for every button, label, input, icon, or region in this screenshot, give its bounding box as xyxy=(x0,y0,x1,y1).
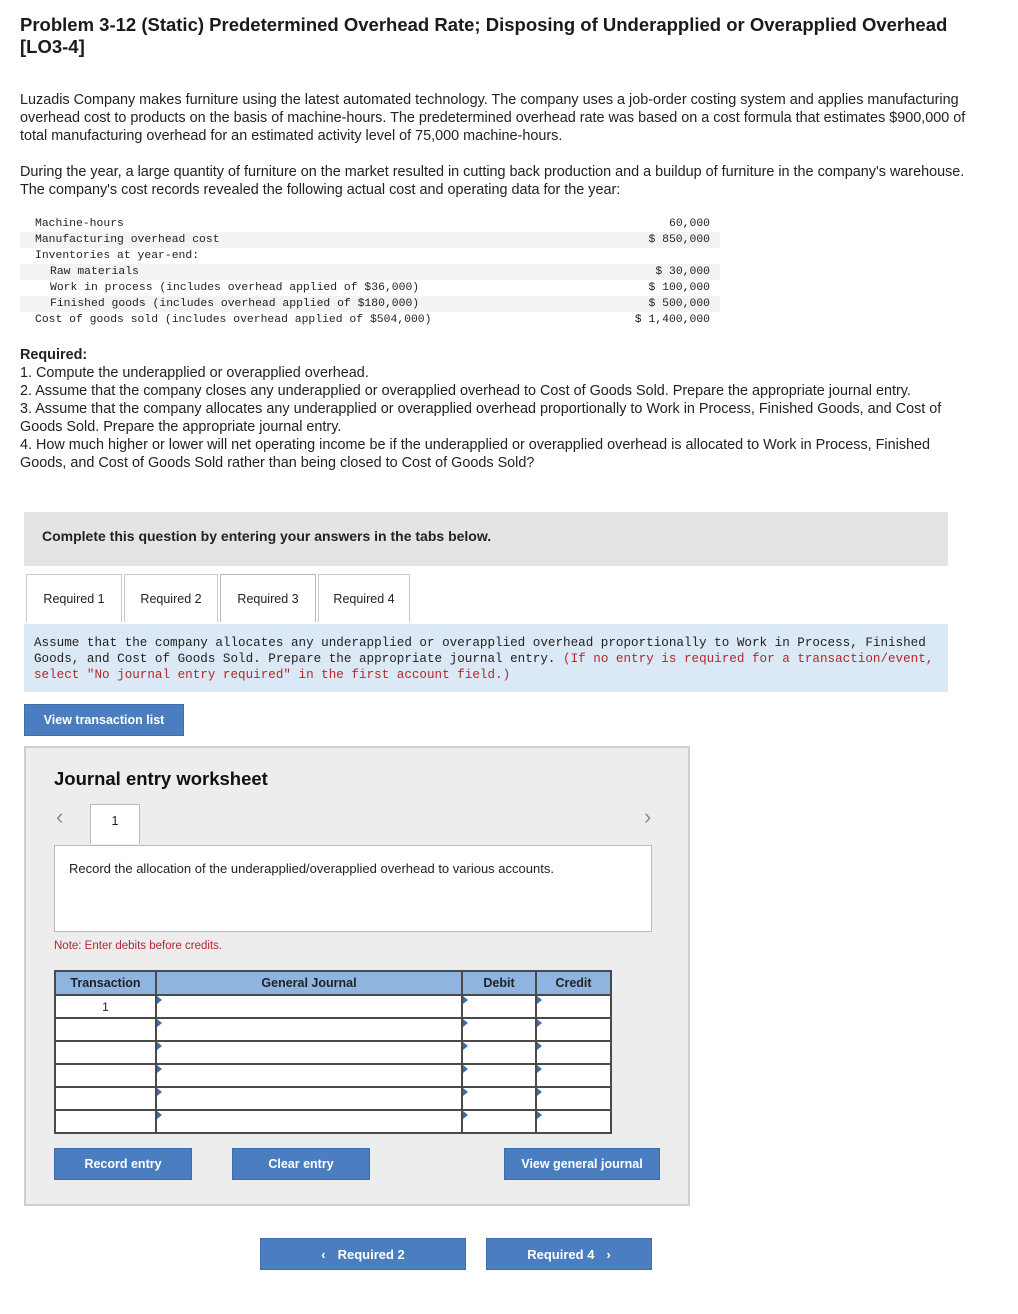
data-row xyxy=(20,280,720,296)
required-section xyxy=(20,346,980,472)
credit-input[interactable] xyxy=(536,1018,611,1041)
required-item: 3. Assume that the company allocates any underapplied or overapplied overhead proportionally to Work in Process, Finished Goods, and Cost of Goods Sold. Prepare the appropriate journal entry. xyxy=(20,401,942,435)
record-entry-button[interactable]: Record entry xyxy=(54,1148,192,1180)
required-heading: Required: xyxy=(20,347,88,363)
table-row xyxy=(55,1110,611,1133)
data-label: Machine-hours xyxy=(35,218,124,230)
account-select[interactable] xyxy=(156,1110,462,1133)
data-row xyxy=(20,264,720,280)
column-header-credit: Credit xyxy=(536,971,611,995)
chevron-right-icon: › xyxy=(606,1246,611,1262)
intro-paragraph: Luzadis Company makes furniture using the latest automated technology. The company uses a job-order costing system and applies manufacturing overhead cost to products on the basis of machine-hours. The predetermined overhead rate was based on a cost formula that estimates $900,000 of total manufacturing overhead for an estimated activity level of 75,000 machine-hours. xyxy=(20,92,966,144)
table-row xyxy=(55,995,611,1018)
transaction-cell: 1 xyxy=(55,995,156,1018)
table-row xyxy=(55,1018,611,1041)
data-row xyxy=(20,312,720,328)
intro-paragraph-2: During the year, a large quantity of furniture on the market resulted in cutting back production and a buildup of furniture in the company's warehouse. The company's cost records revealed the following actual cost and operating data for the year: xyxy=(20,164,965,198)
data-value: $ 100,000 xyxy=(648,282,710,294)
data-row xyxy=(20,232,720,248)
data-label: Manufacturing overhead cost xyxy=(35,234,220,246)
account-select[interactable] xyxy=(156,1018,462,1041)
next-required-button[interactable] xyxy=(486,1238,652,1270)
account-select[interactable] xyxy=(156,1041,462,1064)
transaction-cell xyxy=(55,1064,156,1087)
tab-required-2[interactable]: Required 2 xyxy=(124,574,218,622)
transaction-cell xyxy=(55,1041,156,1064)
clear-entry-button[interactable]: Clear entry xyxy=(232,1148,370,1180)
required-item: 1. Compute the underapplied or overapplied overhead. xyxy=(20,365,369,381)
next-label: Required 4 xyxy=(527,1246,595,1262)
table-row xyxy=(55,1064,611,1087)
credit-input[interactable] xyxy=(536,1041,611,1064)
debit-input[interactable] xyxy=(462,1018,536,1041)
transaction-cell xyxy=(55,1018,156,1041)
instructions-banner xyxy=(24,512,948,566)
data-row xyxy=(20,296,720,312)
data-value: $ 1,400,000 xyxy=(634,314,710,326)
tab-instruction xyxy=(24,624,948,692)
transaction-cell xyxy=(55,1087,156,1110)
column-header-transaction: Transaction xyxy=(55,971,156,995)
account-select[interactable] xyxy=(156,1064,462,1087)
tab-required-4[interactable]: Required 4 xyxy=(318,574,410,622)
data-row xyxy=(20,248,720,264)
worksheet-title: Journal entry worksheet xyxy=(54,768,268,789)
prev-label: Required 2 xyxy=(337,1246,405,1262)
data-label: Raw materials xyxy=(50,266,139,278)
view-general-journal-button[interactable]: View general journal xyxy=(504,1148,660,1180)
table-row xyxy=(55,1041,611,1064)
data-value: $ 30,000 xyxy=(655,266,710,278)
data-row xyxy=(20,216,720,232)
data-value: $ 850,000 xyxy=(648,234,710,246)
tab-required-3[interactable]: Required 3 xyxy=(220,574,316,622)
data-value: $ 500,000 xyxy=(648,298,710,310)
account-select[interactable] xyxy=(156,995,462,1018)
credit-input[interactable] xyxy=(536,1087,611,1110)
prev-required-button[interactable] xyxy=(260,1238,466,1270)
debit-input[interactable] xyxy=(462,1041,536,1064)
debit-input[interactable] xyxy=(462,1110,536,1133)
view-transaction-list-button[interactable]: View transaction list xyxy=(24,704,184,736)
entry-note: Note: Enter debits before credits. xyxy=(54,940,223,952)
debit-input[interactable] xyxy=(462,1064,536,1087)
chevron-left-icon: ‹ xyxy=(321,1246,326,1262)
instruction-text: Assume that the company allocates any underapplied or overapplied overhead proportionally to Work in Process, Finished Goods, and Cost of Goods Sold. Prepare the appropriate journal entry. xyxy=(34,636,926,666)
account-select[interactable] xyxy=(156,1087,462,1110)
page-title: Problem 3-12 (Static) Predetermined Overhead Rate; Disposing of Underapplied or Overapplied Overhead [LO3-4] xyxy=(20,14,948,57)
debit-input[interactable] xyxy=(462,1087,536,1110)
instruction-note: (If no entry is required for a transaction/event, select "No journal entry required" in the first account field.) xyxy=(34,652,934,682)
tab-required-1[interactable]: Required 1 xyxy=(26,574,122,622)
credit-input[interactable] xyxy=(536,995,611,1018)
credit-input[interactable] xyxy=(536,1064,611,1087)
chevron-left-icon[interactable]: ‹ xyxy=(56,804,64,829)
required-item: 2. Assume that the company closes any underapplied or overapplied overhead to Cost of Goods Sold. Prepare the appropriate journal entry. xyxy=(20,383,911,399)
data-label: Finished goods (includes overhead applied of $180,000) xyxy=(50,298,420,310)
journal-table xyxy=(54,970,612,1134)
data-value: 60,000 xyxy=(668,218,710,230)
banner-text: Complete this question by entering your answers in the tabs below. xyxy=(42,528,492,544)
data-label: Cost of goods sold (includes overhead applied of $504,000) xyxy=(35,314,432,326)
page-number[interactable]: 1 xyxy=(90,804,140,844)
required-item: 4. How much higher or lower will net operating income be if the underapplied or overapplied overhead is allocated to Work in Process, Finished Goods, and Cost of Goods Sold rather than being closed to Cost of Goods Sold? xyxy=(20,437,931,471)
data-label: Work in process (includes overhead applied of $36,000) xyxy=(50,282,420,294)
entry-description: Record the allocation of the underapplied/overapplied overhead to various accounts. xyxy=(54,845,652,932)
debit-input[interactable] xyxy=(462,995,536,1018)
column-header-debit: Debit xyxy=(462,971,536,995)
column-header-general-journal: General Journal xyxy=(156,971,462,995)
journal-entry-worksheet xyxy=(24,746,690,1206)
table-row xyxy=(55,1087,611,1110)
chevron-right-icon[interactable]: › xyxy=(644,804,652,829)
data-label: Inventories at year-end: xyxy=(35,250,200,262)
credit-input[interactable] xyxy=(536,1110,611,1133)
transaction-cell xyxy=(55,1110,156,1133)
